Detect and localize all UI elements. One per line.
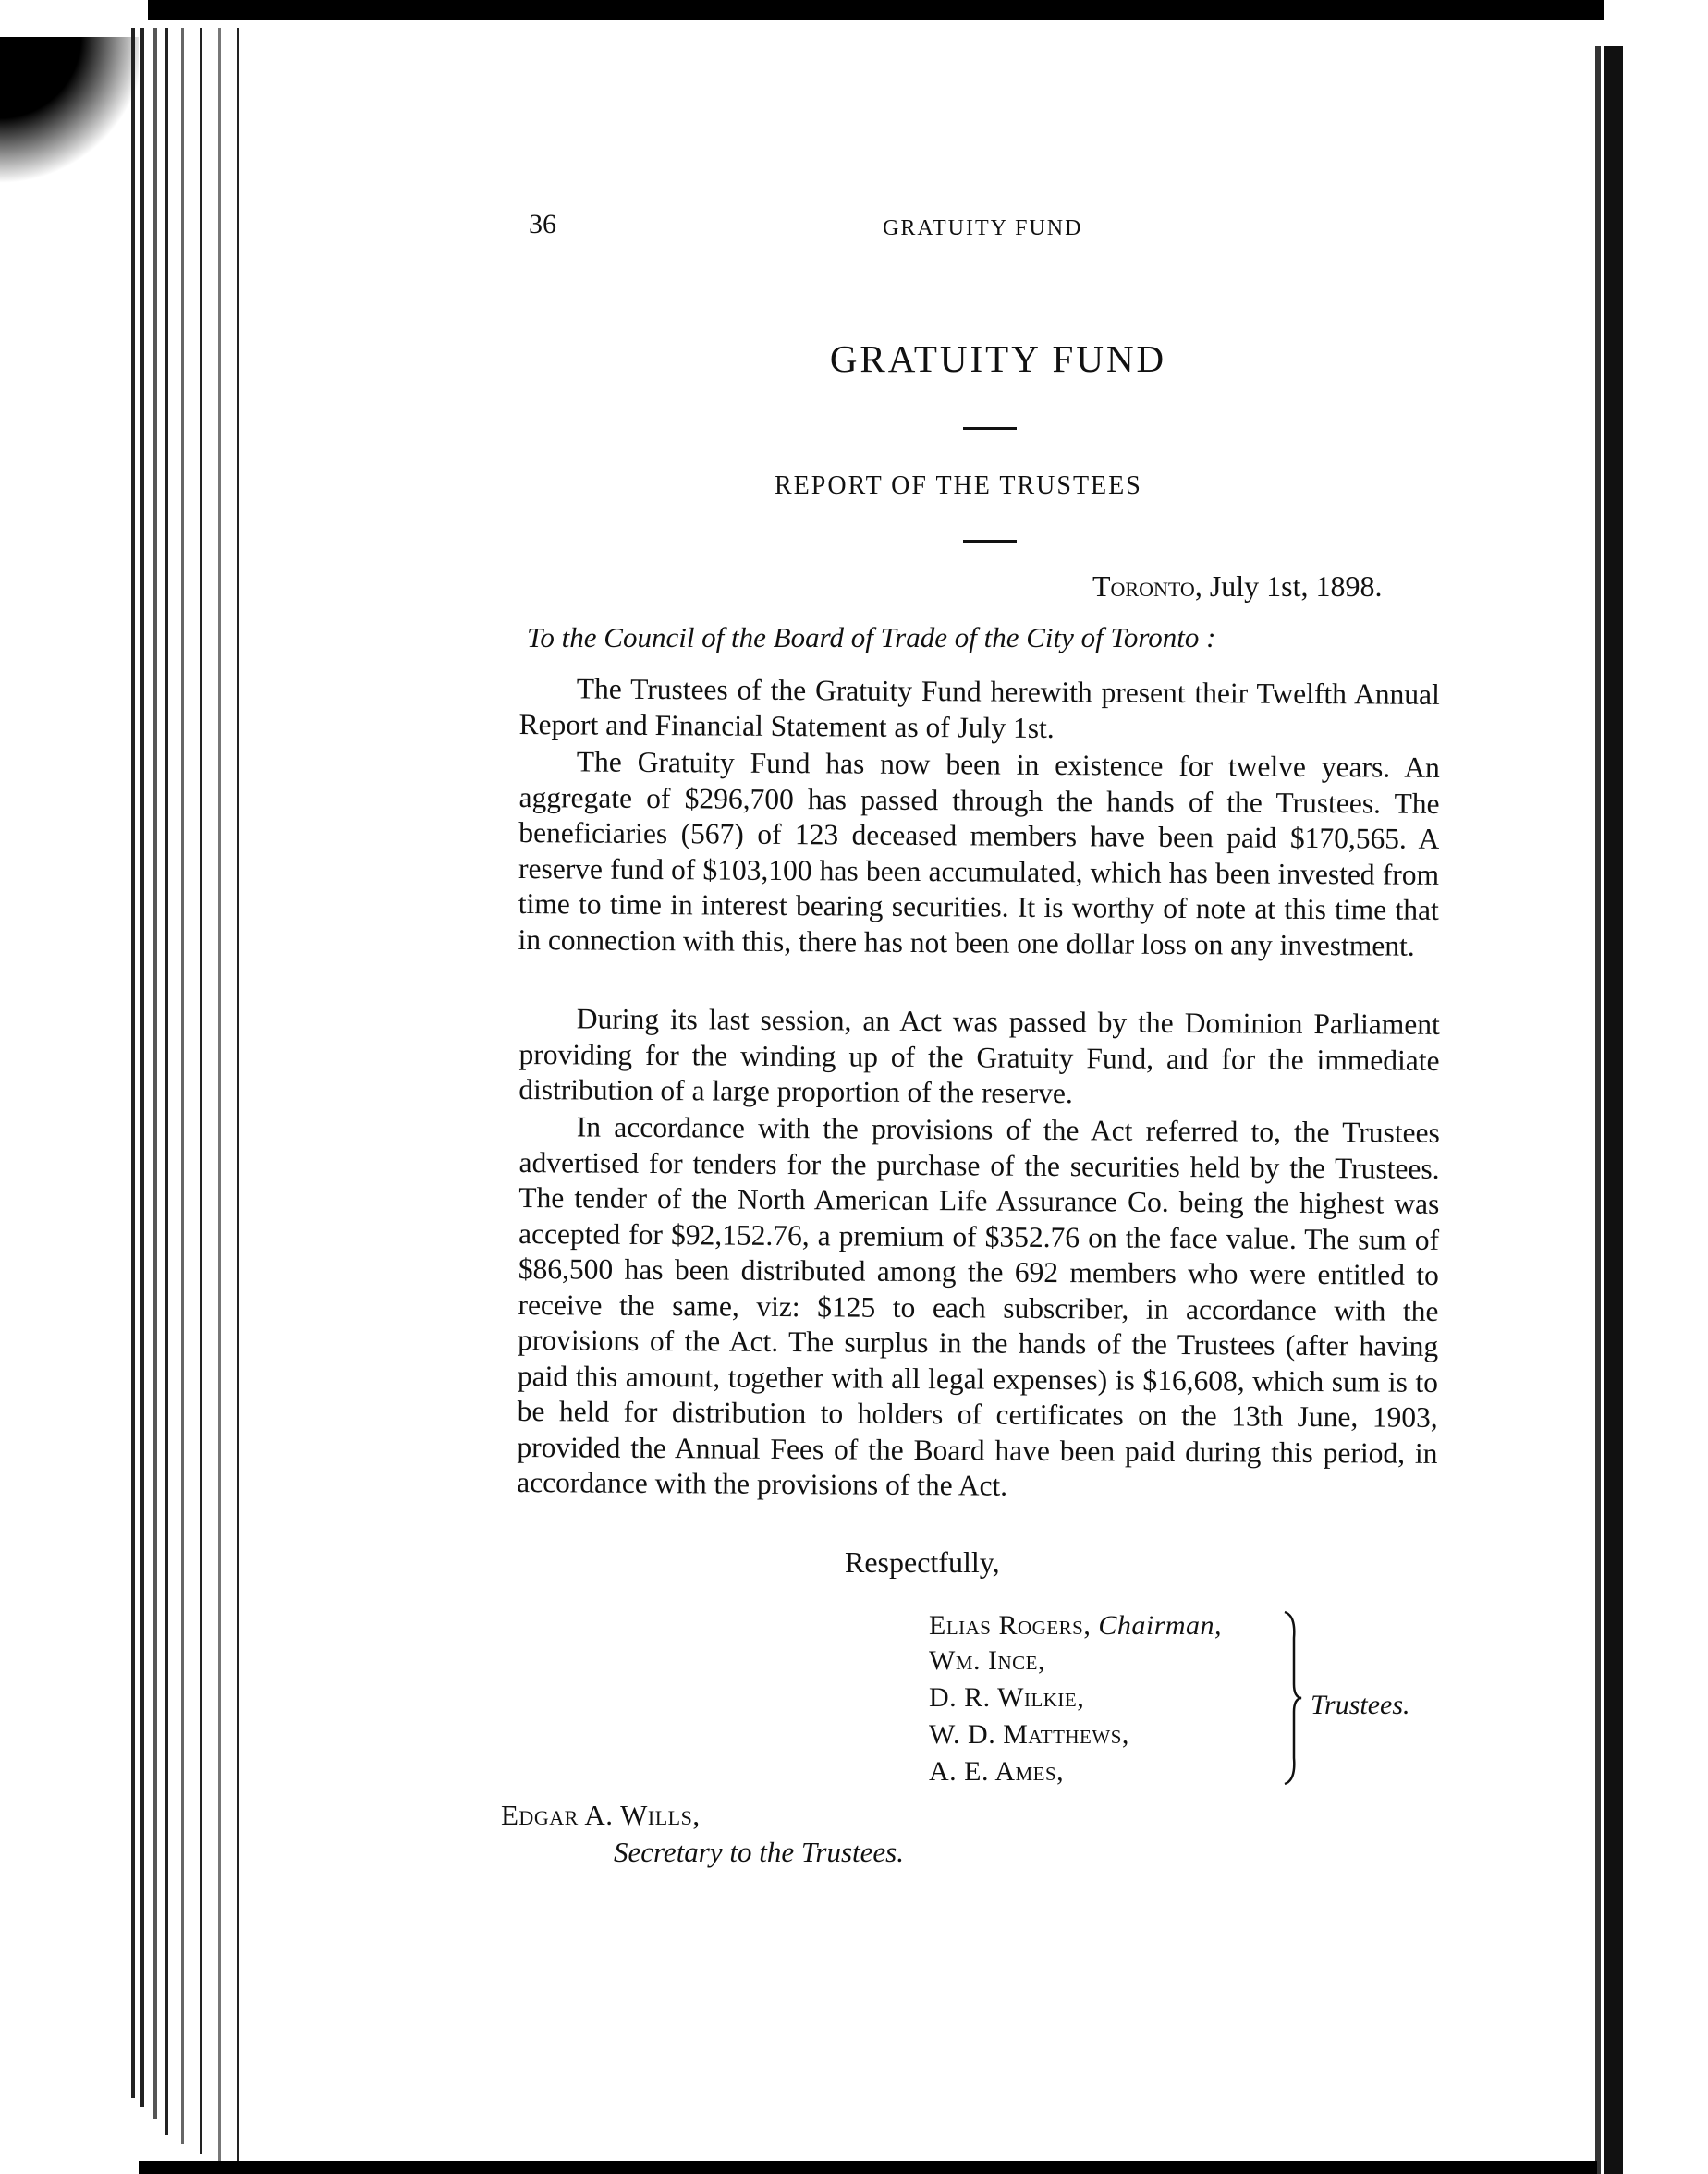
page-number: 36	[529, 209, 556, 239]
scan-bottom-border	[139, 2161, 1597, 2174]
title-divider	[963, 427, 1017, 430]
page-title: GRATUITY FUND	[829, 337, 1167, 380]
dateline-date: , July 1st, 1898.	[1194, 569, 1383, 603]
closing: Respectfully,	[845, 1545, 1000, 1579]
body-paragraph: The Trustees of the Gratuity Fund herewith present their Twelfth Annual Report and Financial Statement as of July 1st.	[518, 672, 1440, 744]
scan-top-border	[0, 0, 1708, 20]
signatory	[929, 1682, 1084, 1714]
signatory	[929, 1756, 1064, 1788]
subtitle-divider	[963, 540, 1017, 543]
secretary-role: Secretary to the Trustees.	[614, 1836, 904, 1868]
brace-icon	[1283, 1610, 1303, 1786]
signatory-name: Wm. Ince,	[929, 1645, 1045, 1676]
dateline-place: Toronto	[1092, 569, 1195, 603]
salutation: To the Council of the Board of Trade of the City of Toronto :	[527, 621, 1216, 653]
body-paragraph: During its last session, an Act was passed by the Dominion Parliament providing for the winding up of the Gratuity Fund, and for the immediate distribution of a large proportion of the reserve.	[518, 1002, 1440, 1110]
scan-left-margin	[0, 0, 148, 2174]
scan-corner-shadow	[0, 37, 139, 185]
signatories-group-label: Trustees.	[1311, 1690, 1410, 1720]
signatory-name: W. D. Matthews,	[929, 1719, 1129, 1750]
signatory	[929, 1645, 1045, 1677]
signatory-name: D. R. Wilkie,	[929, 1682, 1085, 1713]
signatory	[929, 1719, 1129, 1751]
dateline	[1092, 569, 1383, 604]
signatory	[929, 1610, 1222, 1642]
secretary-name: Edgar A. Wills,	[501, 1799, 701, 1831]
signatory-role: Chairman,	[1098, 1610, 1223, 1641]
body-paragraph: The Gratuity Fund has now been in existence for twelve years. An aggregate of $296,700 has passed through the hands of the Trustees. The beneficiaries (567) of 123 deceased members have been paid $170,565. A reserve fund of $103,100 has been accumulated, which has been invested from time to time in interest bearing securities. It is worthy of note at this time that in connection with this, there has not been one dollar loss on any investment.	[518, 745, 1440, 962]
signatory-name: A. E. Ames,	[929, 1756, 1065, 1787]
body-paragraph: In accordance with the provisions of the Act referred to, the Trustees advertised for tenders for the purchase of the securities held by the Trustees. The tender of the North American Life Assurance Co. being the highest was accepted for $92,152.76, a premium of $352.76 on the face value. The sum of $86,500 has been distributed among the 692 members who were entitled to receive the same, viz: $125 to each subscriber, in accordance with the provisions of the Act. The surplus in the hands of the Trustees (after having paid this amount, together with all legal expenses) is $16,608, which sum is to be held for distribution to holders of certificates on the 13th June, 1903, provided the Annual Fees of the Board have been paid during this period, in accordance with the provisions of the Act.	[517, 1110, 1440, 1502]
page-subtitle: REPORT OF THE TRUSTEES	[775, 471, 1142, 500]
signatory-name: Elias Rogers,	[929, 1610, 1092, 1641]
running-head: GRATUITY FUND	[883, 216, 1083, 240]
